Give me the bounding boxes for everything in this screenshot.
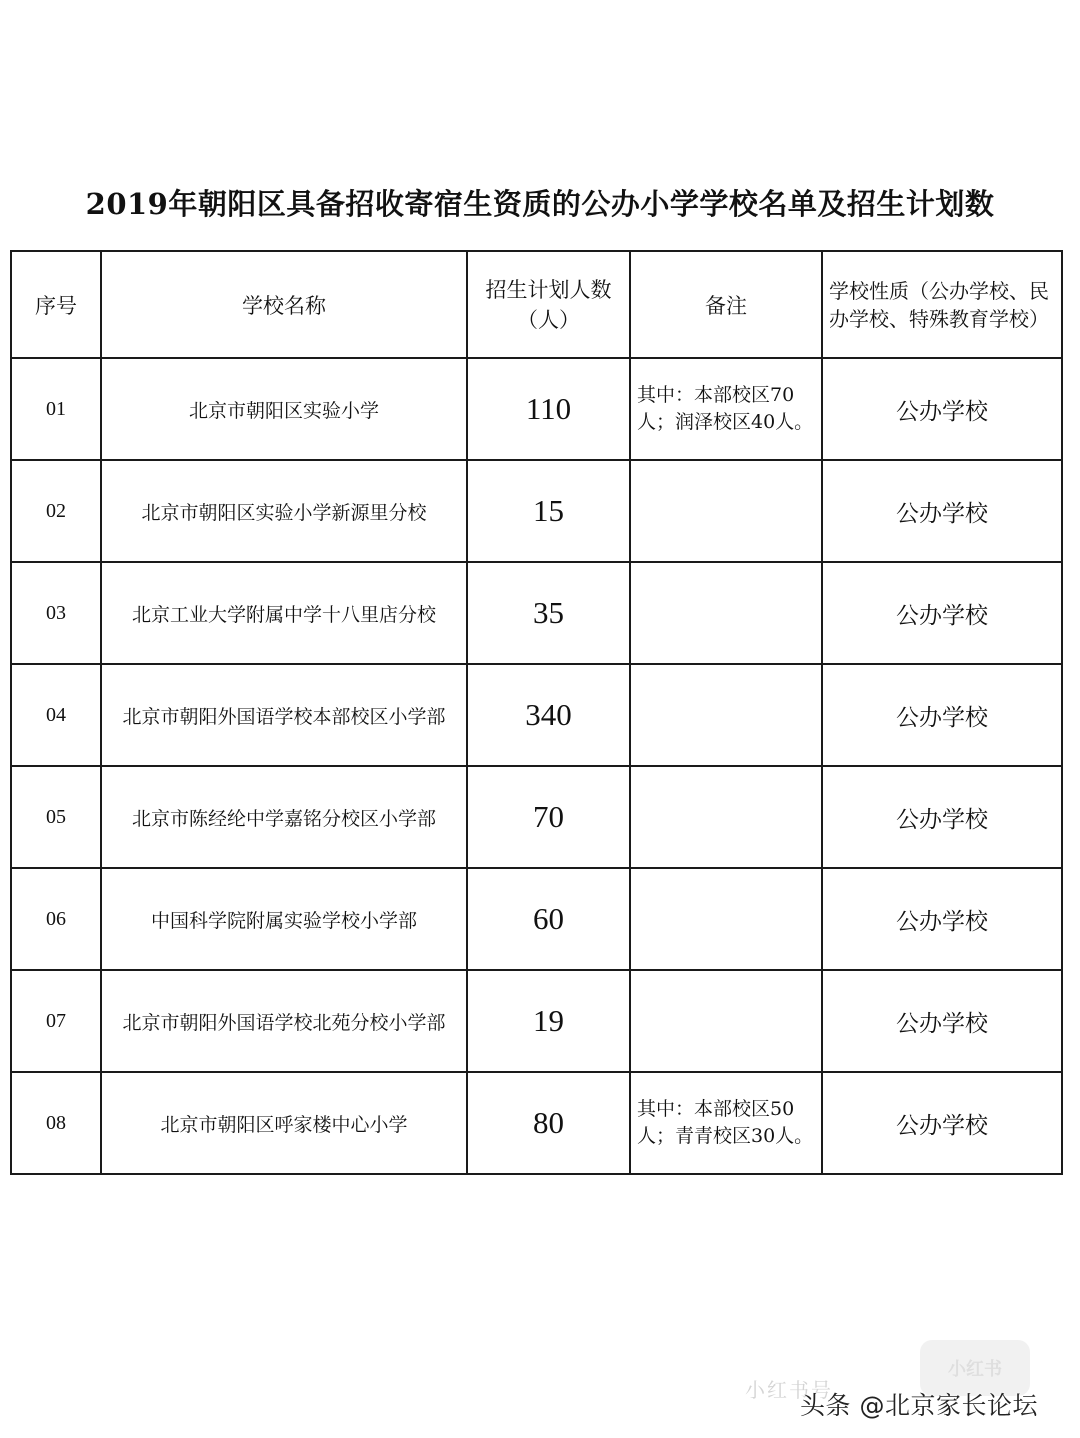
- row-enrollment-count: 70: [467, 766, 630, 868]
- row-school-type: 公办学校: [822, 868, 1062, 970]
- row-school-name: 北京市朝阳区实验小学: [101, 358, 467, 460]
- row-school-type: 公办学校: [822, 664, 1062, 766]
- header-no: 序号: [11, 251, 101, 358]
- row-note: [630, 460, 822, 562]
- header-school-name: 学校名称: [101, 251, 467, 358]
- row-enrollment-count: 80: [467, 1072, 630, 1174]
- row-school-name: 北京市朝阳区实验小学新源里分校: [101, 460, 467, 562]
- row-note: [630, 766, 822, 868]
- table-row: [11, 970, 1062, 1072]
- table-row: [11, 766, 1062, 868]
- row-school-name: 北京市朝阳外国语学校本部校区小学部: [101, 664, 467, 766]
- row-no: 02: [11, 460, 101, 562]
- table-header-row: [11, 251, 1062, 358]
- row-no: 06: [11, 868, 101, 970]
- row-no: 07: [11, 970, 101, 1072]
- page-title: 2019年朝阳区具备招收寄宿生资质的公办小学学校名单及招生计划数: [85, 187, 995, 221]
- row-school-type: 公办学校: [822, 766, 1062, 868]
- row-note: [630, 664, 822, 766]
- row-school-name: 北京工业大学附属中学十八里店分校: [101, 562, 467, 664]
- table-row: [11, 1072, 1062, 1174]
- row-note: 其中：本部校区50人；青青校区30人。: [630, 1072, 822, 1174]
- row-enrollment-count: 19: [467, 970, 630, 1072]
- table-row: [11, 562, 1062, 664]
- row-no: 05: [11, 766, 101, 868]
- row-school-type: 公办学校: [822, 970, 1062, 1072]
- row-enrollment-count: 15: [467, 460, 630, 562]
- watermark-text: 头条 @北京家长论坛: [800, 1391, 1038, 1420]
- row-school-type: 公办学校: [822, 562, 1062, 664]
- row-school-type: 公办学校: [822, 358, 1062, 460]
- row-school-name: 中国科学院附属实验学校小学部: [101, 868, 467, 970]
- row-no: 08: [11, 1072, 101, 1174]
- row-school-type: 公办学校: [822, 460, 1062, 562]
- row-enrollment-count: 60: [467, 868, 630, 970]
- header-school-type: 学校性质（公办学校、民办学校、特殊教育学校）: [822, 251, 1062, 358]
- table-row: [11, 460, 1062, 562]
- row-enrollment-count: 35: [467, 562, 630, 664]
- school-table: [10, 250, 1063, 1175]
- row-no: 01: [11, 358, 101, 460]
- table-row: [11, 664, 1062, 766]
- table-row: [11, 358, 1062, 460]
- row-enrollment-count: 340: [467, 664, 630, 766]
- row-note: [630, 562, 822, 664]
- watermark-faint-text: 小红书号: [745, 1378, 833, 1402]
- row-no: 04: [11, 664, 101, 766]
- header-note: 备注: [630, 251, 822, 358]
- header-enrollment-count: 招生计划人数（人）: [467, 251, 630, 358]
- watermark-badge: 小红书: [920, 1340, 1030, 1396]
- row-no: 03: [11, 562, 101, 664]
- row-note: [630, 970, 822, 1072]
- row-enrollment-count: 110: [467, 358, 630, 460]
- table-row: [11, 868, 1062, 970]
- row-note: [630, 868, 822, 970]
- row-school-name: 北京市朝阳区呼家楼中心小学: [101, 1072, 467, 1174]
- row-school-type: 公办学校: [822, 1072, 1062, 1174]
- row-note: 其中：本部校区70人；润泽校区40人。: [630, 358, 822, 460]
- row-school-name: 北京市朝阳外国语学校北苑分校小学部: [101, 970, 467, 1072]
- row-school-name: 北京市陈经纶中学嘉铭分校区小学部: [101, 766, 467, 868]
